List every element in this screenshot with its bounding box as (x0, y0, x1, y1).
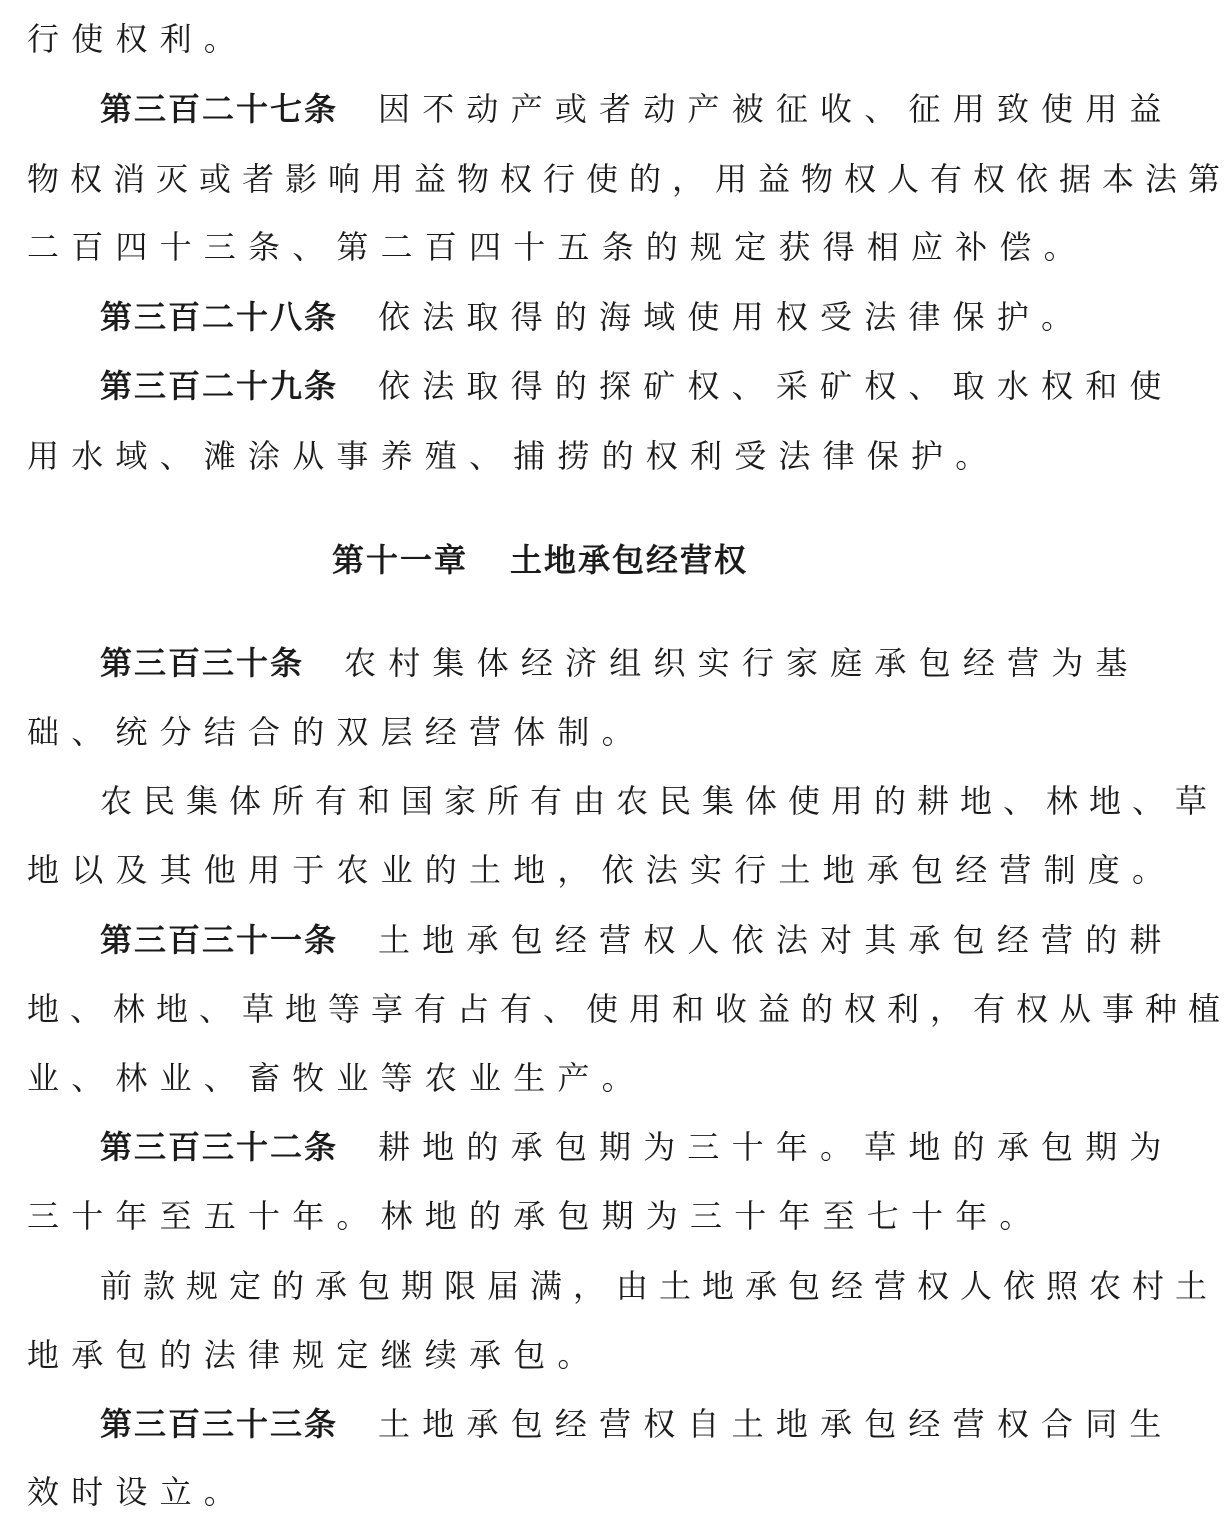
text-line (27, 222, 1088, 272)
text-line (100, 1261, 1219, 1311)
line-text: 农村集体经济组织实行家庭承包经营为基 (344, 644, 1140, 682)
article-number: 第三百三十一条 (100, 921, 339, 959)
article-333-heading-line (100, 1399, 1174, 1449)
line-text: 土地承包经营权自土地承包经营权合同生 (378, 1405, 1174, 1443)
article-327-heading-line (100, 84, 1174, 134)
article-number: 第三百二十九条 (100, 367, 339, 405)
text-line (27, 431, 1053, 481)
line-text: 用水域、滩涂从事养殖、捕捞的权利受法律保护。 (27, 437, 1000, 475)
line-text: 础、统分结合的双层经营体制。 (27, 713, 646, 751)
text-line (27, 1467, 1053, 1517)
article-331-heading-line (100, 915, 1174, 965)
article-number: 第三百二十七条 (100, 90, 339, 128)
chapter-title: 土地承包经营权 (510, 541, 749, 579)
article-328-heading-line (100, 292, 1086, 342)
article-number: 第三百三十二条 (100, 1128, 339, 1166)
article-number: 第三百三十条 (100, 644, 305, 682)
line-text: 物权消灭或者影响用益物权行使的，用益物权人有权依据本法第 (27, 160, 1231, 198)
text-line (27, 14, 1053, 64)
chapter-number: 第十一章 (331, 541, 468, 579)
line-text: 农民集体所有和国家所有由农民集体使用的耕地、林地、草 (100, 782, 1219, 820)
line-text: 依法取得的海域使用权受法律保护。 (378, 298, 1086, 336)
text-line (27, 984, 1231, 1034)
text-line (27, 1330, 1053, 1380)
article-number: 第三百三十三条 (100, 1405, 339, 1443)
chapter-heading (0, 533, 1080, 587)
article-330-heading-line (100, 638, 1140, 688)
article-332-heading-line (100, 1122, 1174, 1172)
article-number: 第三百二十八条 (100, 298, 339, 336)
line-text: 因不动产或者动产被征收、征用致使用益 (378, 90, 1174, 128)
line-text: 前款规定的承包期限届满，由土地承包经营权人依照农村土 (100, 1267, 1219, 1305)
line-text: 地以及其他用于农业的土地，依法实行土地承包经营制度。 (27, 851, 1177, 889)
line-text: 地承包的法律规定继续承包。 (27, 1336, 602, 1374)
text-line (100, 776, 1219, 826)
text-line (27, 1191, 1053, 1241)
line-text: 业、林业、畜牧业等农业生产。 (27, 1059, 646, 1097)
line-text: 三十年至五十年。林地的承包期为三十年至七十年。 (27, 1197, 1044, 1235)
article-329-heading-line (100, 361, 1174, 411)
text-line (27, 845, 1177, 895)
line-text: 二百四十三条、第二百四十五条的规定获得相应补偿。 (27, 228, 1088, 266)
line-text: 耕地的承包期为三十年。草地的承包期为 (378, 1128, 1174, 1166)
text-line (27, 707, 1053, 757)
line-text: 效时设立。 (27, 1473, 249, 1511)
line-text: 依法取得的探矿权、采矿权、取水权和使 (378, 367, 1174, 405)
text-line (27, 1053, 1053, 1103)
text-line (27, 154, 1231, 204)
line-text: 行使权利。 (27, 20, 249, 58)
line-text: 地、林地、草地等享有占有、使用和收益的权利，有权从事种植 (27, 990, 1231, 1028)
line-text: 土地承包经营权人依法对其承包经营的耕 (378, 921, 1174, 959)
